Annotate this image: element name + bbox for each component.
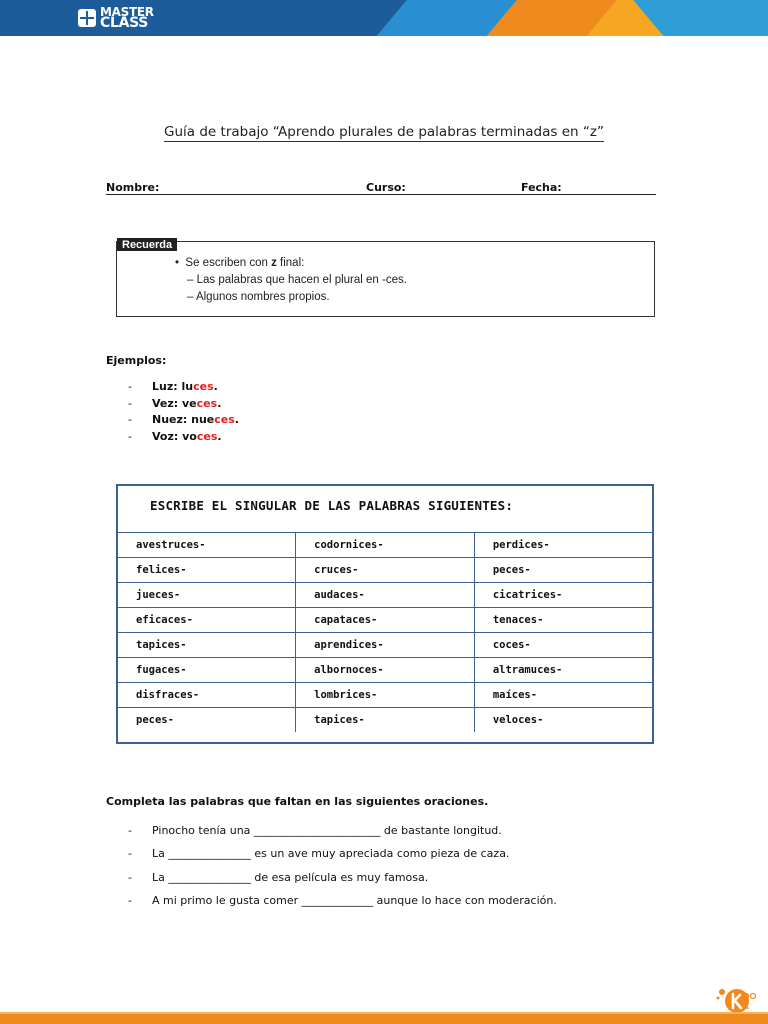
table-cell: peces- [474, 558, 652, 583]
bullet-icon: • [175, 257, 186, 269]
table-row [118, 583, 652, 608]
completa-heading: Completa las palabras que faltan en las siguientes oraciones. [106, 795, 489, 808]
logo-line1: MASTER [100, 5, 154, 19]
table-cell: maíces- [474, 683, 652, 708]
table-cell: lombrices- [296, 683, 475, 708]
table-cell: tapices- [296, 708, 475, 733]
logo-cross-icon [78, 9, 96, 27]
table-cell: altramuces- [474, 658, 652, 683]
page-title [0, 124, 768, 140]
koe-logo-icon [716, 982, 758, 1014]
table-row [118, 708, 652, 733]
table-row [118, 658, 652, 683]
singular-exercise-title: ESCRIBE EL SINGULAR DE LAS PALABRAS SIGUIENTES: [150, 498, 514, 513]
table-row [118, 558, 652, 583]
table-cell: tenaces- [474, 608, 652, 633]
completa-list [128, 819, 557, 912]
table-cell: audaces- [296, 583, 475, 608]
table-row [118, 633, 652, 658]
table-cell: albornoces- [296, 658, 475, 683]
recuerda-box [116, 241, 655, 317]
table-cell: jueces- [118, 583, 296, 608]
table-cell: avestruces- [118, 533, 296, 558]
table-cell: veloces- [474, 708, 652, 733]
table-cell: aprendices- [296, 633, 475, 658]
list-item: - La _______________ es un ave muy apreciada como pieza de caza. [128, 847, 510, 861]
list-item: - A mi primo le gusta comer _____________ aunque lo hace con moderación. [128, 893, 557, 907]
masterclass-logo [78, 4, 154, 32]
recuerda-content [175, 255, 407, 306]
list-item: - Luz: luces. [128, 380, 218, 393]
table-cell: fugaces- [118, 658, 296, 683]
ejemplos-list [128, 379, 239, 446]
ejemplos-heading: Ejemplos: [106, 354, 167, 367]
table-cell: codornices- [296, 533, 475, 558]
page-title-text: Guía de trabajo “Aprendo plurales de palabras terminadas en “z” [164, 124, 604, 140]
list-item: - La _______________ de esa película es muy famosa. [128, 870, 429, 884]
table-cell: peces- [118, 708, 296, 733]
footer-bar [0, 1014, 768, 1024]
table-cell: cruces- [296, 558, 475, 583]
table-cell: eficaces- [118, 608, 296, 633]
recuerda-bullet: • Se escriben con z final: [175, 257, 305, 269]
singular-table [118, 532, 652, 732]
table-row [118, 533, 652, 558]
list-item: - Pinocho tenía una _______________________ de bastante longitud. [128, 824, 502, 837]
logo-text [100, 7, 154, 29]
recuerda-sub1: – Las palabras que hacen el plural en -ces. [187, 274, 407, 286]
recuerda-tag: Recuerda [117, 238, 177, 251]
fecha-label: Fecha: [521, 181, 562, 194]
table-cell: tapices- [118, 633, 296, 658]
list-item: - Vez: veces. [128, 396, 222, 410]
singular-exercise-box [116, 484, 654, 744]
recuerda-sub2: – Algunos nombres propios. [187, 291, 330, 303]
student-info-line [106, 181, 656, 195]
header-banner [0, 0, 768, 36]
logo-line2: CLASS [100, 15, 149, 31]
table-row [118, 608, 652, 633]
table-cell: cicatrices- [474, 583, 652, 608]
table-cell: perdices- [474, 533, 652, 558]
table-cell: felices- [118, 558, 296, 583]
table-cell: capataces- [296, 608, 475, 633]
table-cell: disfraces- [118, 683, 296, 708]
list-item: - Nuez: nueces. [128, 413, 239, 427]
table-cell: coces- [474, 633, 652, 658]
nombre-label: Nombre: [106, 181, 160, 194]
table-row [118, 683, 652, 708]
curso-label: Curso: [366, 181, 406, 194]
list-item: - Voz: voces. [128, 430, 222, 444]
